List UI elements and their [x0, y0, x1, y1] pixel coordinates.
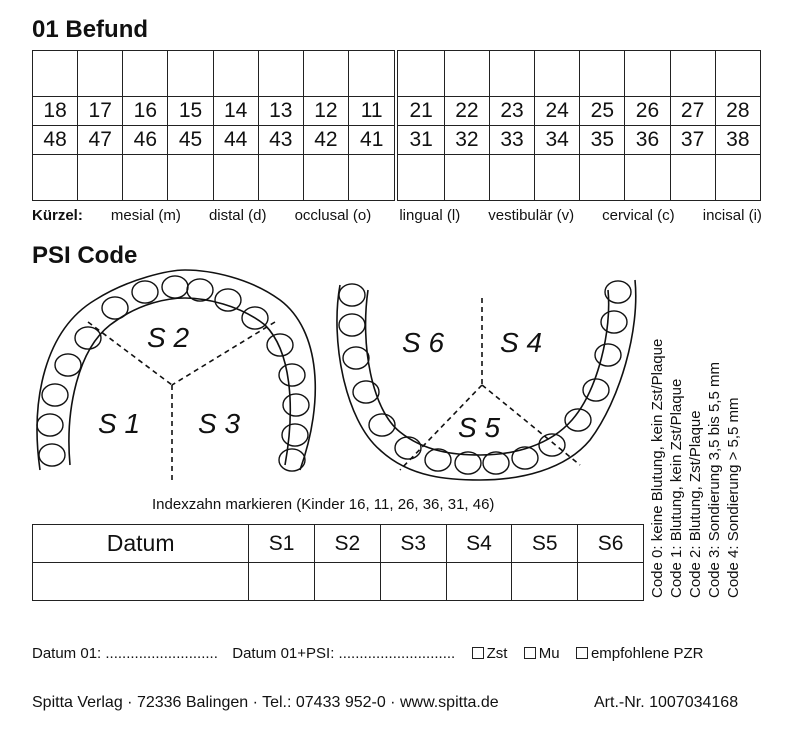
lower-tooth-1 — [339, 314, 365, 336]
upper-tooth-5 — [102, 297, 128, 319]
lower-tooth-9 — [512, 447, 538, 469]
befund-cell-lower-47[interactable] — [78, 155, 123, 201]
befund-cell-upper-21[interactable] — [396, 51, 444, 97]
psi-code-1: Code 1: Blutung, kein Zst/Plaque — [668, 378, 685, 598]
upper-tooth-12 — [279, 364, 305, 386]
tooth-number-25: 25 — [580, 97, 625, 126]
sextant-s1: S 1 — [98, 408, 141, 439]
tooth-number-44: 44 — [213, 126, 258, 155]
sextant-s6: S 6 — [402, 327, 445, 358]
psi-code-0: Code 0: keine Blutung, kein Zst/Plaque — [649, 338, 666, 598]
upper-tooth-13 — [283, 394, 309, 416]
psi-header-s5: S5 — [512, 525, 578, 563]
tooth-number-17: 17 — [78, 97, 123, 126]
kuerzel-occlusal: occlusal (o) — [294, 207, 372, 224]
sextant-s4: S 4 — [500, 327, 543, 358]
psi-cell-s3[interactable] — [380, 563, 446, 601]
psi-cell-s6[interactable] — [578, 563, 644, 601]
psi-header-s2: S2 — [315, 525, 381, 563]
tooth-number-22: 22 — [444, 97, 489, 126]
upper-tooth-3 — [55, 354, 81, 376]
befund-cell-lower-36[interactable] — [625, 155, 670, 201]
kuerzel-distal: distal (d) — [208, 207, 267, 224]
lower-tooth-14 — [601, 311, 627, 333]
tooth-number-27: 27 — [670, 97, 715, 126]
footer-article-number: Art.-Nr. 1007034168 — [594, 694, 739, 711]
tooth-number-18: 18 — [33, 97, 78, 126]
befund-cell-upper-14[interactable] — [213, 51, 258, 97]
checkbox-pzr-box[interactable] — [576, 647, 588, 659]
lower-tooth-13 — [595, 344, 621, 366]
kuerzel-cervical: cervical (c) — [602, 207, 675, 224]
lower-tooth-2 — [343, 347, 369, 369]
upper-tooth-8 — [187, 279, 213, 301]
kuerzel-lingual: lingual (l) — [399, 207, 461, 224]
lower-tooth-12 — [583, 379, 609, 401]
befund-cell-lower-48[interactable] — [33, 155, 78, 201]
befund-cell-lower-31[interactable] — [396, 155, 444, 201]
signature-line — [32, 645, 704, 662]
footer-publisher: Spitta Verlag · 72336 Balingen · Tel.: 07433 952-0 · www.spitta.de — [32, 694, 499, 711]
befund-grid — [32, 50, 761, 201]
befund-cell-upper-11[interactable] — [348, 51, 396, 97]
tooth-number-36: 36 — [625, 126, 670, 155]
befund-title: 01 Befund — [32, 16, 149, 43]
befund-cell-upper-26[interactable] — [625, 51, 670, 97]
tooth-number-47: 47 — [78, 126, 123, 155]
psi-header-s3: S3 — [380, 525, 446, 563]
psi-table — [32, 524, 644, 601]
tooth-number-16: 16 — [123, 97, 168, 126]
lower-tooth-6 — [425, 449, 451, 471]
tooth-number-28: 28 — [715, 97, 760, 126]
dental-arch-diagram — [0, 265, 650, 490]
tooth-number-35: 35 — [580, 126, 625, 155]
psi-code-2: Code 2: Blutung, Zst/Plaque — [687, 410, 704, 598]
lower-tooth-5 — [395, 437, 421, 459]
befund-cell-upper-15[interactable] — [168, 51, 213, 97]
psi-header-s1: S1 — [249, 525, 315, 563]
checkbox-zst[interactable]: Zst — [472, 645, 508, 662]
befund-cell-upper-18[interactable] — [33, 51, 78, 97]
kuerzel-legend — [32, 207, 762, 224]
befund-cell-upper-12[interactable] — [303, 51, 348, 97]
checkbox-zst-box[interactable] — [472, 647, 484, 659]
tooth-number-13: 13 — [258, 97, 303, 126]
checkbox-mu[interactable]: Mu — [524, 645, 560, 662]
befund-cell-lower-35[interactable] — [580, 155, 625, 201]
befund-cell-upper-16[interactable] — [123, 51, 168, 97]
sextant-s2: S 2 — [147, 322, 190, 353]
tooth-number-45: 45 — [168, 126, 213, 155]
datum01psi-field[interactable]: Datum 01+PSI: ............................ — [232, 645, 456, 662]
tooth-number-46: 46 — [123, 126, 168, 155]
tooth-number-23: 23 — [489, 97, 534, 126]
befund-cell-lower-33[interactable] — [489, 155, 534, 201]
befund-cell-lower-43[interactable] — [258, 155, 303, 201]
upper-tooth-7 — [162, 276, 188, 298]
psi-cell-s2[interactable] — [315, 563, 381, 601]
befund-cell-upper-23[interactable] — [489, 51, 534, 97]
tooth-number-34: 34 — [535, 126, 580, 155]
kuerzel-label: Kürzel: — [32, 207, 83, 224]
psi-code-3: Code 3: Sondierung 3,5 bis 5,5 mm — [706, 362, 723, 598]
tooth-number-14: 14 — [213, 97, 258, 126]
kuerzel-vestibulaer: vestibulär (v) — [488, 207, 575, 224]
checkbox-pzr[interactable]: empfohlene PZR — [576, 645, 704, 662]
befund-cell-lower-32[interactable] — [444, 155, 489, 201]
sextant-s5: S 5 — [458, 412, 501, 443]
tooth-number-48: 48 — [33, 126, 78, 155]
index-note: Indexzahn markieren (Kinder 16, 11, 26, 36, 31, 46) — [152, 496, 495, 513]
upper-tooth-2 — [42, 384, 68, 406]
tooth-number-15: 15 — [168, 97, 213, 126]
psi-code-legend — [648, 338, 742, 598]
befund-cell-upper-22[interactable] — [444, 51, 489, 97]
psi-code-4: Code 4: Sondierung > 5,5 mm — [725, 397, 742, 598]
tooth-number-43: 43 — [258, 126, 303, 155]
upper-tooth-14 — [282, 424, 308, 446]
psi-header-s6: S6 — [578, 525, 644, 563]
datum01-field[interactable]: Datum 01: ........................... — [32, 645, 218, 662]
befund-cell-upper-17[interactable] — [78, 51, 123, 97]
kuerzel-mesial: mesial (m) — [110, 207, 181, 224]
befund-cell-lower-44[interactable] — [213, 155, 258, 201]
psi-cell-s4[interactable] — [446, 563, 512, 601]
checkbox-mu-box[interactable] — [524, 647, 536, 659]
tooth-number-24: 24 — [535, 97, 580, 126]
lower-tooth-8 — [483, 452, 509, 474]
sextant-s3: S 3 — [198, 408, 241, 439]
tooth-number-21: 21 — [396, 97, 444, 126]
psi-header-s4: S4 — [446, 525, 512, 563]
upper-tooth-11 — [267, 334, 293, 356]
befund-cell-upper-24[interactable] — [535, 51, 580, 97]
psi-header-datum: Datum — [33, 525, 249, 563]
befund-cell-upper-13[interactable] — [258, 51, 303, 97]
befund-cell-lower-34[interactable] — [535, 155, 580, 201]
befund-cell-lower-42[interactable] — [303, 155, 348, 201]
lower-tooth-0 — [339, 284, 365, 306]
tooth-number-12: 12 — [303, 97, 348, 126]
psi-title: PSI Code — [32, 242, 138, 269]
psi-cell-s5[interactable] — [512, 563, 578, 601]
befund-cell-upper-25[interactable] — [580, 51, 625, 97]
tooth-number-26: 26 — [625, 97, 670, 126]
tooth-number-37: 37 — [670, 126, 715, 155]
tooth-number-32: 32 — [444, 126, 489, 155]
befund-cell-upper-28[interactable] — [715, 51, 760, 97]
tooth-number-42: 42 — [303, 126, 348, 155]
lower-tooth-4 — [369, 414, 395, 436]
befund-cell-lower-41[interactable] — [348, 155, 396, 201]
upper-tooth-15 — [279, 449, 305, 471]
psi-cell-datum[interactable] — [33, 563, 249, 601]
tooth-number-38: 38 — [715, 126, 760, 155]
befund-cell-lower-45[interactable] — [168, 155, 213, 201]
befund-cell-upper-27[interactable] — [670, 51, 715, 97]
psi-cell-s1[interactable] — [249, 563, 315, 601]
tooth-number-31: 31 — [396, 126, 444, 155]
upper-tooth-6 — [132, 281, 158, 303]
befund-cell-lower-46[interactable] — [123, 155, 168, 201]
kuerzel-incisal: incisal (i) — [702, 207, 762, 224]
upper-tooth-0 — [39, 444, 65, 466]
befund-cell-lower-37[interactable] — [670, 155, 715, 201]
tooth-number-41: 41 — [348, 126, 396, 155]
tooth-number-33: 33 — [489, 126, 534, 155]
upper-tooth-9 — [215, 289, 241, 311]
tooth-number-11: 11 — [348, 97, 396, 126]
upper-tooth-1 — [37, 414, 63, 436]
befund-cell-lower-38[interactable] — [715, 155, 760, 201]
